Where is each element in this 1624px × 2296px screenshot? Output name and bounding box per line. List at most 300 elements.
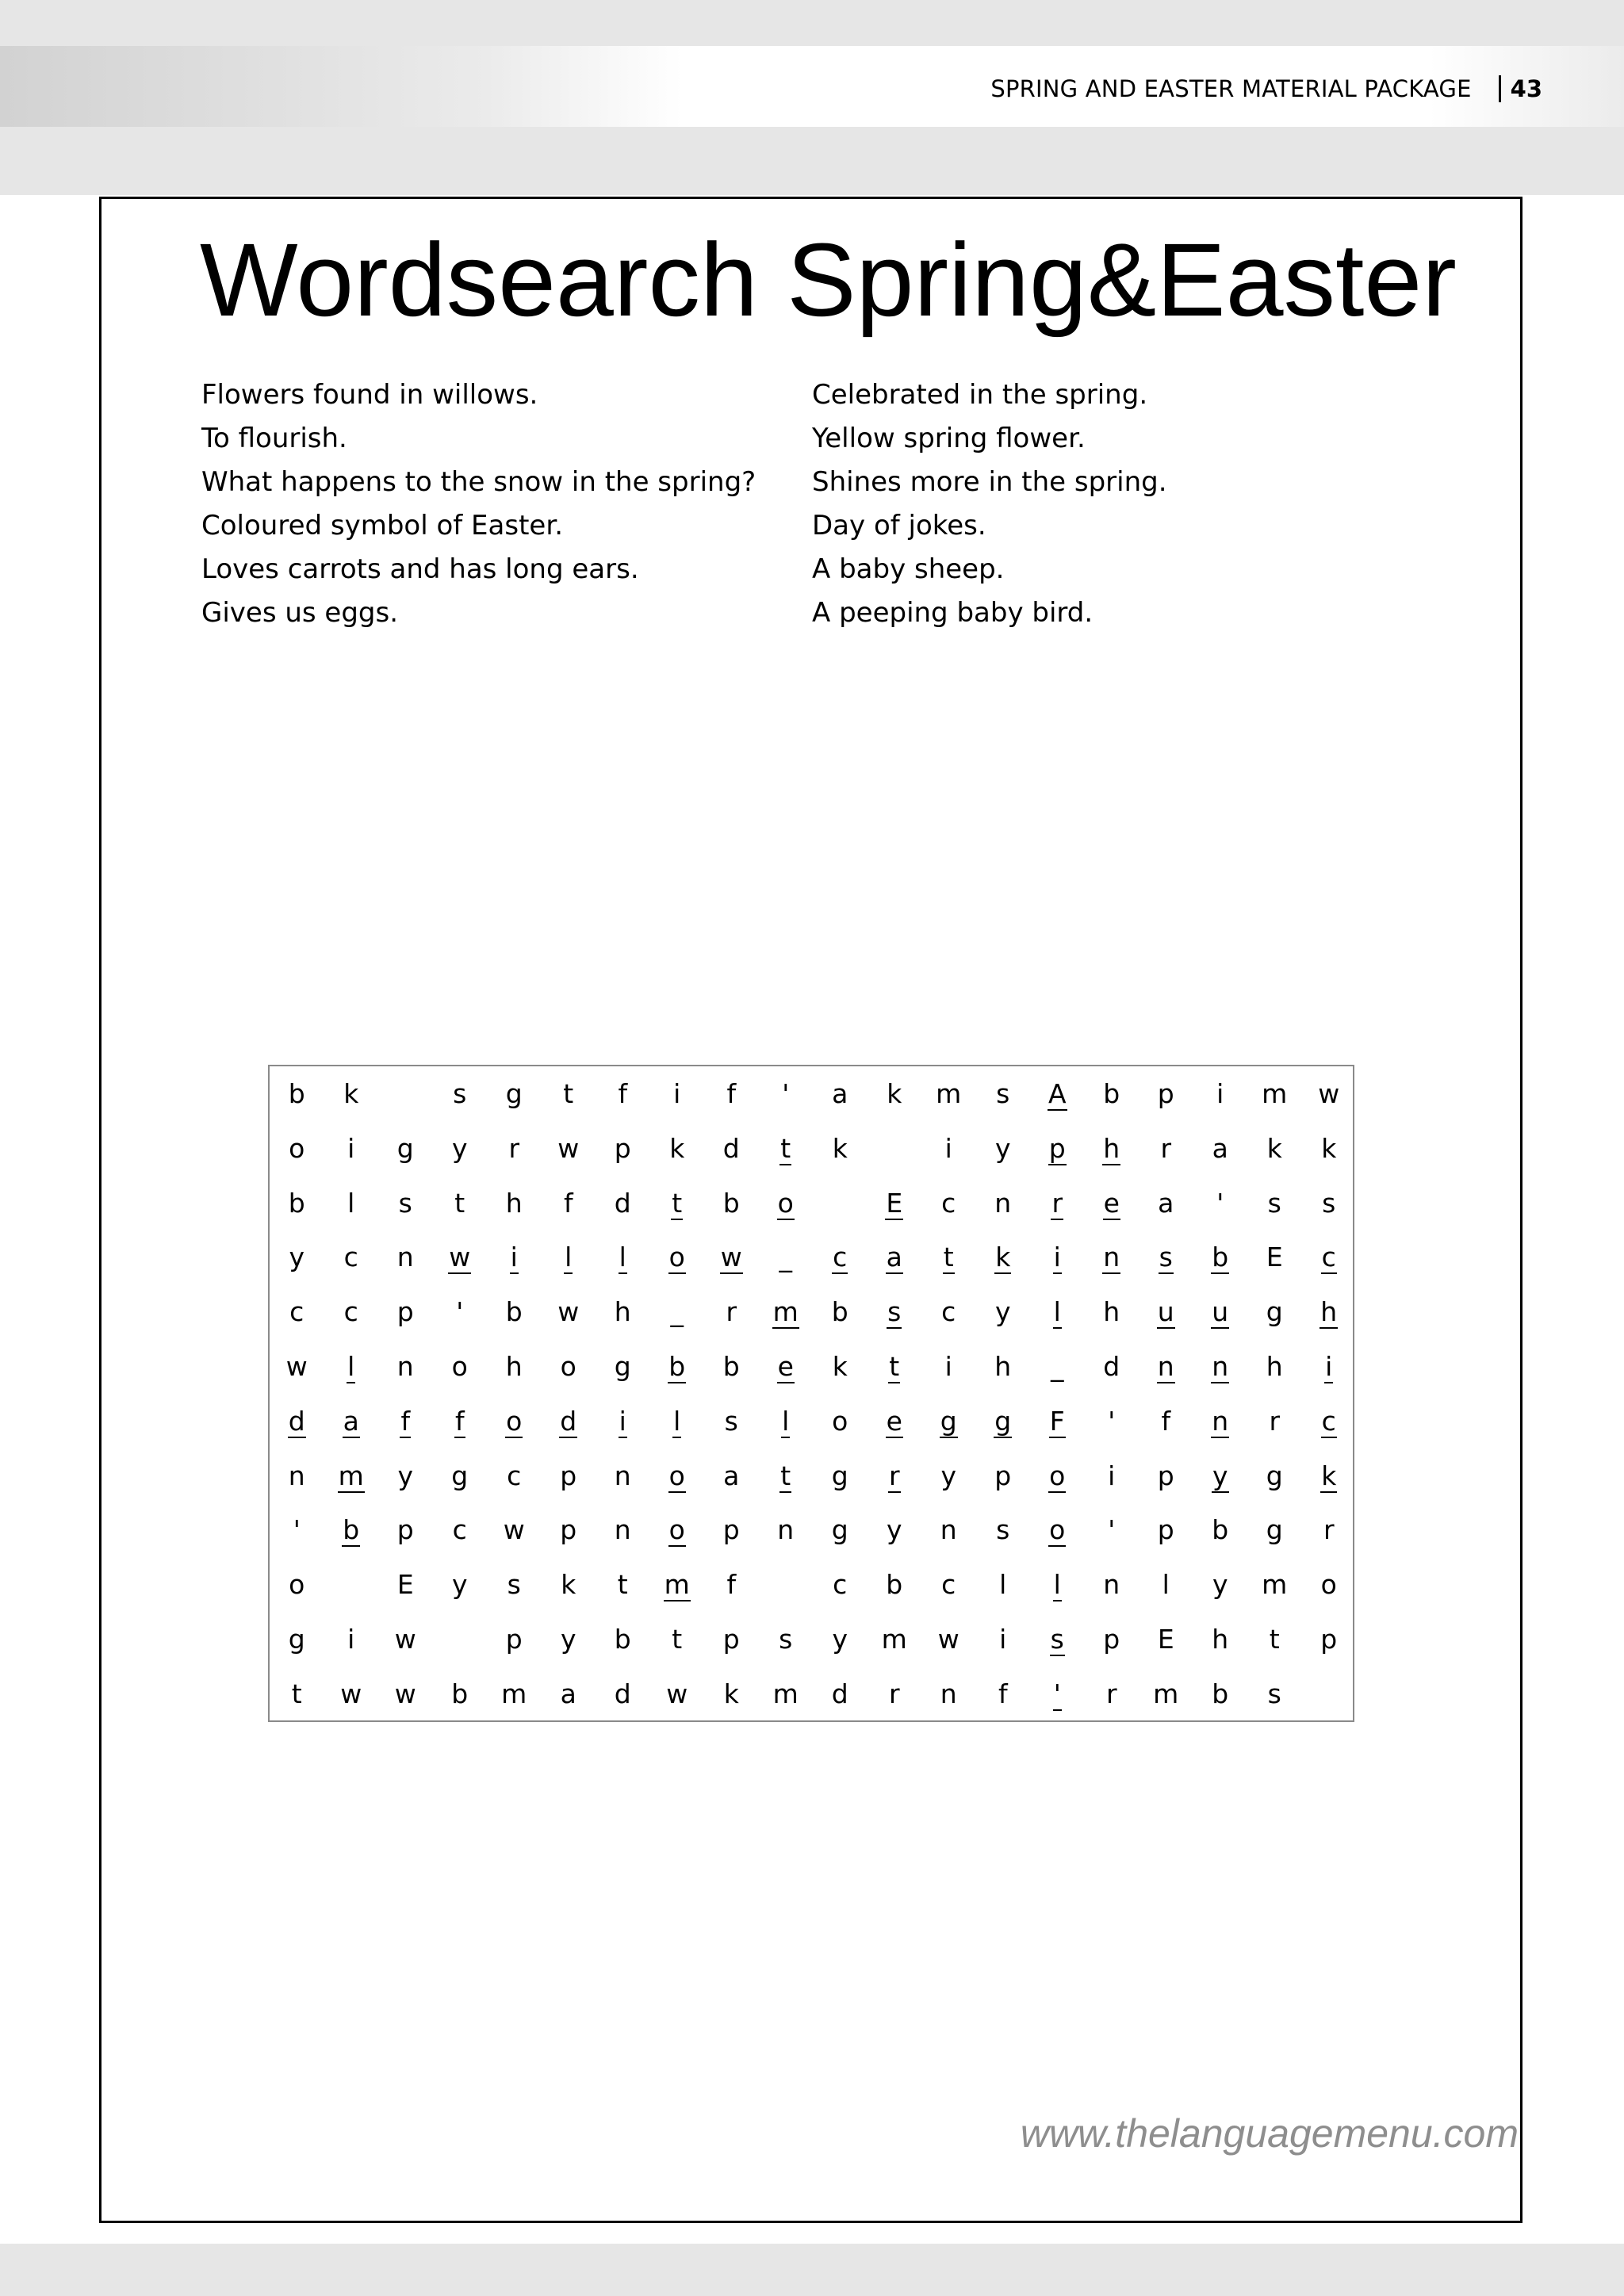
clue: Shines more in the spring. [812, 466, 1167, 498]
grid-cell [921, 1508, 976, 1563]
grid-letter: l [999, 1569, 1007, 1601]
grid-cell [270, 1235, 324, 1290]
grid-letter: o [560, 1350, 576, 1382]
grid-cell [1085, 1345, 1139, 1399]
grid-cell [759, 1290, 814, 1345]
grid-cell [270, 1072, 324, 1127]
grid-cell [868, 1127, 922, 1181]
grid-cell [759, 1345, 814, 1399]
grid-letter: g [1266, 1460, 1283, 1491]
grid-letter: b [886, 1569, 903, 1601]
grid-letter: s [779, 1623, 793, 1655]
grid-letter [401, 1078, 410, 1109]
grid-letter: w [394, 1678, 416, 1709]
grid-letter: s [1267, 1187, 1281, 1219]
grid-cell [1302, 1127, 1357, 1181]
grid-cell [759, 1454, 814, 1509]
grid-letter: d [722, 1132, 740, 1164]
grid-letter: r [508, 1132, 520, 1164]
grid-cell [650, 1290, 705, 1345]
grid-letter: n [288, 1460, 305, 1491]
grid-letter: h [1266, 1350, 1283, 1382]
grid-cell [704, 1672, 759, 1727]
grid-cell [1030, 1563, 1085, 1617]
grid-letter: p [994, 1460, 1012, 1491]
grid-cell [1302, 1181, 1357, 1236]
grid-cell [433, 1127, 488, 1181]
grid-letter: g [831, 1460, 848, 1491]
grid-cell [868, 1563, 922, 1617]
grid-letter: i [619, 1405, 626, 1437]
grid-letter: o [1049, 1460, 1066, 1491]
grid-letter [782, 1569, 791, 1600]
grid-letter: F [1049, 1405, 1065, 1437]
grid-letter: m [772, 1296, 799, 1328]
grid-cell [704, 1127, 759, 1181]
grid-letter: l [347, 1187, 355, 1219]
grid-cell [542, 1345, 596, 1399]
grid-letter: s [453, 1078, 467, 1109]
grid-cell [976, 1235, 1031, 1290]
grid-letter: t [617, 1569, 628, 1601]
grid-letter: k [669, 1132, 685, 1164]
grid-cell [1030, 1290, 1085, 1345]
grid-cell [596, 1508, 650, 1563]
grid-cell [868, 1399, 922, 1454]
grid-cell [1302, 1399, 1357, 1454]
grid-cell [433, 1508, 488, 1563]
grid-cell [324, 1345, 379, 1399]
grid-letter: e [886, 1405, 902, 1437]
grid-cell [378, 1672, 433, 1727]
grid-letter: l [1053, 1569, 1061, 1601]
grid-cell [433, 1454, 488, 1509]
grid-cell [921, 1617, 976, 1672]
grid-cell [542, 1563, 596, 1617]
grid-letter: o [777, 1187, 794, 1219]
grid-letter: g [831, 1514, 848, 1546]
grid-letter: a [1212, 1132, 1228, 1164]
grid-cell [1085, 1399, 1139, 1454]
grid-letter: p [505, 1623, 523, 1655]
grid-letter: c [941, 1569, 956, 1601]
grid-letter: c [833, 1569, 848, 1601]
grid-letter: u [1212, 1296, 1229, 1328]
grid-cell [324, 1235, 379, 1290]
grid-cell [433, 1617, 488, 1672]
grid-cell [596, 1617, 650, 1672]
grid-cell [1085, 1508, 1139, 1563]
grid-letter: l [673, 1405, 681, 1437]
grid-cell [1247, 1399, 1302, 1454]
grid-cell [759, 1127, 814, 1181]
grid-cell [1193, 1672, 1248, 1727]
grid-letter: ' [1053, 1678, 1061, 1709]
grid-cell [1193, 1508, 1248, 1563]
grid-cell [542, 1672, 596, 1727]
grid-cell [868, 1290, 922, 1345]
grid-letter: p [614, 1132, 631, 1164]
grid-cell [704, 1563, 759, 1617]
grid-letter: l [782, 1405, 790, 1437]
grid-cell [1139, 1617, 1193, 1672]
grid-letter: t [563, 1078, 574, 1109]
grid-cell [1139, 1235, 1193, 1290]
grid-letter: i [1325, 1350, 1333, 1382]
grid-cell [704, 1617, 759, 1672]
clue: Day of jokes. [812, 510, 986, 541]
grid-cell [324, 1672, 379, 1727]
grid-letter: r [1051, 1187, 1063, 1219]
grid-cell [976, 1617, 1031, 1672]
grid-letter: c [833, 1242, 848, 1273]
grid-cell [1302, 1235, 1357, 1290]
grid-cell [487, 1345, 542, 1399]
grid-letter: t [943, 1242, 954, 1273]
grid-cell [1193, 1072, 1248, 1127]
grid-letter: _ [670, 1296, 684, 1328]
grid-cell [324, 1127, 379, 1181]
grid-letter: t [780, 1132, 791, 1164]
grid-letter: n [1157, 1350, 1174, 1382]
grid-letter: y [397, 1460, 414, 1491]
grid-cell [813, 1399, 868, 1454]
grid-letter [891, 1133, 899, 1164]
grid-cell [813, 1181, 868, 1236]
grid-letter: o [668, 1460, 685, 1491]
grid-cell [704, 1399, 759, 1454]
grid-letter: E [396, 1569, 414, 1601]
grid-letter: y [451, 1132, 468, 1164]
grid-cell [1193, 1127, 1248, 1181]
grid-cell [542, 1617, 596, 1672]
grid-letter: k [723, 1678, 739, 1709]
grid-cell [704, 1290, 759, 1345]
wordsearch-grid [270, 1072, 1356, 1727]
clue-column-right [812, 373, 1399, 635]
grid-letter: k [561, 1569, 576, 1601]
grid-cell [270, 1454, 324, 1509]
grid-cell [378, 1508, 433, 1563]
grid-cell [542, 1235, 596, 1290]
grid-cell [1302, 1072, 1357, 1127]
grid-letter: n [940, 1514, 957, 1546]
grid-cell [813, 1617, 868, 1672]
grid-letter: y [886, 1514, 902, 1546]
grid-cell [1247, 1617, 1302, 1672]
grid-cell [1085, 1181, 1139, 1236]
grid-letter: r [1269, 1405, 1281, 1437]
grid-letter: d [560, 1405, 577, 1437]
clue-column-left [201, 373, 788, 635]
grid-letter: o [289, 1569, 305, 1601]
grid-cell [1193, 1290, 1248, 1345]
grid-letter: n [1212, 1405, 1229, 1437]
grid-cell [1302, 1563, 1357, 1617]
grid-cell [921, 1563, 976, 1617]
grid-cell [324, 1399, 379, 1454]
grid-letter: b [1103, 1078, 1120, 1109]
grid-cell [1247, 1181, 1302, 1236]
grid-cell [704, 1235, 759, 1290]
grid-letter: n [614, 1460, 631, 1491]
header-title: SPRING AND EASTER MATERIAL PACKAGE [990, 75, 1472, 102]
grid-letter: f [563, 1187, 573, 1219]
grid-cell [487, 1072, 542, 1127]
grid-letter: h [614, 1296, 631, 1328]
grid-letter: g [1266, 1514, 1283, 1546]
grid-cell [433, 1563, 488, 1617]
grid-cell [650, 1399, 705, 1454]
grid-letter: b [614, 1623, 631, 1655]
grid-cell [759, 1072, 814, 1127]
grid-letter: g [451, 1460, 469, 1491]
grid-letter: n [396, 1350, 414, 1382]
clue: A peeping baby bird. [812, 597, 1094, 629]
grid-letter: ' [1108, 1514, 1116, 1546]
grid-cell [487, 1672, 542, 1727]
grid-letter: i [347, 1623, 355, 1655]
grid-letter: g [1266, 1296, 1283, 1328]
grid-cell [542, 1072, 596, 1127]
grid-letter: p [396, 1296, 414, 1328]
grid-cell [1247, 1563, 1302, 1617]
grid-cell [868, 1672, 922, 1727]
grid-letter: b [831, 1296, 848, 1328]
grid-cell [596, 1399, 650, 1454]
grid-cell [1193, 1345, 1248, 1399]
grid-cell [1085, 1072, 1139, 1127]
grid-letter: m [501, 1678, 527, 1709]
grid-letter: f [726, 1078, 737, 1109]
grid-letter: o [451, 1350, 468, 1382]
clue: Celebrated in the spring. [812, 379, 1148, 411]
grid-cell [813, 1235, 868, 1290]
grid-cell [433, 1399, 488, 1454]
clue: To flourish. [201, 423, 347, 454]
grid-cell [1030, 1235, 1085, 1290]
grid-cell [433, 1072, 488, 1127]
grid-cell [1085, 1563, 1139, 1617]
grid-letter: c [1321, 1242, 1336, 1273]
grid-letter: b [722, 1187, 740, 1219]
grid-letter: k [995, 1242, 1011, 1273]
grid-cell [759, 1181, 814, 1236]
grid-cell [596, 1345, 650, 1399]
grid-letter: m [338, 1460, 364, 1491]
grid-cell [324, 1508, 379, 1563]
grid-letter: y [1212, 1569, 1228, 1601]
grid-cell [1030, 1399, 1085, 1454]
grid-cell [378, 1235, 433, 1290]
grid-letter: ' [293, 1514, 301, 1546]
grid-cell [921, 1290, 976, 1345]
grid-cell [813, 1345, 868, 1399]
grid-letter: l [565, 1242, 573, 1273]
grid-letter: p [1103, 1623, 1120, 1655]
grid-letter: n [396, 1242, 414, 1273]
grid-letter: k [887, 1078, 902, 1109]
grid-letter: m [664, 1569, 690, 1601]
grid-cell [1193, 1454, 1248, 1509]
grid-letter: f [618, 1078, 628, 1109]
grid-letter: ' [1216, 1187, 1224, 1219]
grid-cell [324, 1454, 379, 1509]
grid-letter: b [505, 1296, 523, 1328]
grid-cell [1030, 1127, 1085, 1181]
grid-letter: w [394, 1623, 416, 1655]
grid-cell [976, 1454, 1031, 1509]
grid-cell [1085, 1235, 1139, 1290]
grid-letter: n [1103, 1569, 1120, 1601]
grid-cell [1139, 1181, 1193, 1236]
grid-letter: h [505, 1187, 523, 1219]
grid-cell [976, 1290, 1031, 1345]
grid-letter: a [343, 1405, 359, 1437]
grid-letter: o [668, 1242, 685, 1273]
grid-cell [324, 1181, 379, 1236]
grid-letter: c [941, 1296, 956, 1328]
grid-cell [921, 1127, 976, 1181]
grid-cell [704, 1508, 759, 1563]
grid-cell [650, 1181, 705, 1236]
grid-letter: g [288, 1623, 305, 1655]
grid-cell [596, 1127, 650, 1181]
grid-cell [868, 1072, 922, 1127]
grid-cell [921, 1454, 976, 1509]
grid-cell [596, 1072, 650, 1127]
grid-cell [1302, 1508, 1357, 1563]
grid-letter: m [772, 1678, 799, 1709]
grid-cell [1302, 1617, 1357, 1672]
grid-cell [270, 1345, 324, 1399]
grid-cell [1247, 1672, 1302, 1727]
grid-cell [650, 1127, 705, 1181]
grid-letter: h [1103, 1296, 1120, 1328]
grid-cell [270, 1508, 324, 1563]
grid-cell [1030, 1508, 1085, 1563]
clue: Yellow spring flower. [812, 423, 1086, 454]
grid-cell [378, 1563, 433, 1617]
clue: Coloured symbol of Easter. [201, 510, 563, 541]
grid-cell [704, 1072, 759, 1127]
grid-cell [650, 1454, 705, 1509]
grid-letter: s [887, 1296, 902, 1328]
grid-letter: o [668, 1514, 685, 1546]
grid-cell [650, 1563, 705, 1617]
grid-letter: g [940, 1405, 957, 1437]
grid-letter [347, 1569, 356, 1600]
grid-cell [378, 1454, 433, 1509]
grid-letter: u [1157, 1296, 1174, 1328]
grid-letter: y [289, 1242, 305, 1273]
grid-cell [1139, 1127, 1193, 1181]
grid-letter: g [614, 1350, 631, 1382]
clue: What happens to the snow in the spring? [201, 466, 756, 498]
grid-letter [1325, 1678, 1334, 1709]
grid-letter: a [723, 1460, 740, 1491]
grid-letter: i [944, 1350, 952, 1382]
grid-letter: i [673, 1078, 681, 1109]
grid-cell [1085, 1127, 1139, 1181]
clue: Gives us eggs. [201, 597, 399, 629]
grid-letter: a [832, 1078, 848, 1109]
grid-cell [433, 1181, 488, 1236]
grid-letter: m [1153, 1678, 1179, 1709]
grid-letter: E [886, 1187, 903, 1219]
header-separator [1499, 75, 1501, 102]
grid-letter: g [396, 1132, 414, 1164]
grid-cell [704, 1181, 759, 1236]
grid-cell [1193, 1399, 1248, 1454]
grid-cell [1030, 1617, 1085, 1672]
grid-letter: E [1266, 1242, 1283, 1273]
grid-cell [270, 1127, 324, 1181]
grid-letter: e [1103, 1187, 1120, 1219]
grid-letter: d [288, 1405, 305, 1437]
grid-cell [596, 1563, 650, 1617]
grid-letter: o [289, 1132, 305, 1164]
grid-cell [1030, 1072, 1085, 1127]
grid-letter: h [994, 1350, 1012, 1382]
grid-cell [1139, 1072, 1193, 1127]
grid-letter: h [1320, 1296, 1338, 1328]
grid-letter: n [1103, 1242, 1120, 1273]
grid-letter: l [1162, 1569, 1170, 1601]
grid-cell [868, 1345, 922, 1399]
grid-letter: k [1321, 1460, 1337, 1491]
grid-letter: y [940, 1460, 957, 1491]
grid-cell [542, 1508, 596, 1563]
grid-letter: n [1212, 1350, 1229, 1382]
grid-cell [596, 1181, 650, 1236]
grid-letter: l [347, 1350, 355, 1382]
grid-letter: e [777, 1350, 794, 1382]
grid-cell [1302, 1345, 1357, 1399]
grid-letter: b [1212, 1514, 1229, 1546]
grid-cell [1302, 1672, 1357, 1727]
grid-cell [487, 1181, 542, 1236]
grid-cell [976, 1563, 1031, 1617]
grid-letter: ' [782, 1078, 790, 1109]
grid-letter: s [1159, 1242, 1173, 1273]
grid-letter: b [288, 1187, 305, 1219]
grid-cell [1139, 1563, 1193, 1617]
grid-letter: E [1157, 1623, 1174, 1655]
grid-letter: f [1161, 1405, 1171, 1437]
grid-cell [433, 1235, 488, 1290]
grid-letter: f [726, 1569, 737, 1601]
grid-cell [976, 1127, 1031, 1181]
grid-letter: g [994, 1405, 1012, 1437]
grid-letter: n [614, 1514, 631, 1546]
grid-letter: b [343, 1514, 360, 1546]
grid-cell [868, 1181, 922, 1236]
grid-cell [270, 1672, 324, 1727]
grid-letter: w [285, 1350, 308, 1382]
grid-cell [1030, 1181, 1085, 1236]
grid-letter: o [1320, 1569, 1337, 1601]
grid-letter: ' [1108, 1405, 1116, 1437]
grid-letter: p [396, 1514, 414, 1546]
grid-letter: n [777, 1514, 795, 1546]
grid-letter: c [452, 1514, 467, 1546]
grid-cell [1247, 1127, 1302, 1181]
grid-cell [1030, 1345, 1085, 1399]
grid-letter: w [503, 1514, 525, 1546]
grid-letter: b [451, 1678, 469, 1709]
grid-letter: m [1262, 1078, 1288, 1109]
